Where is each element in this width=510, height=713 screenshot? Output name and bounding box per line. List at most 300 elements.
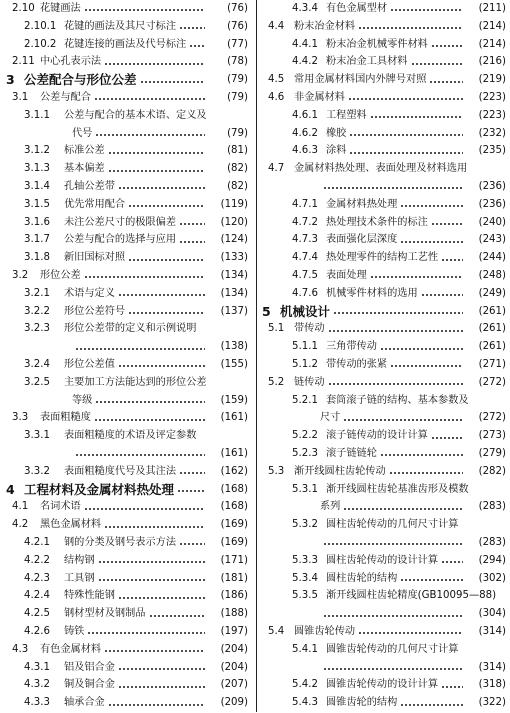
dot-leader <box>429 81 463 83</box>
toc-page-number: (161) <box>220 447 248 459</box>
toc-section-number: 5.3.4 <box>292 572 318 584</box>
toc-page-number: (223) <box>478 109 506 121</box>
toc-section-title: 热处理技术条件的标注 <box>326 216 428 228</box>
dot-leader <box>118 686 205 688</box>
toc-section-title: 圆锥齿轮传动 <box>294 625 356 637</box>
dot-leader <box>94 419 205 421</box>
toc-page-number: (188) <box>220 608 248 620</box>
toc-entry[interactable] <box>258 570 510 588</box>
column-divider <box>256 0 257 712</box>
toc-section-number: 4.2.6 <box>24 625 50 637</box>
toc-entry[interactable] <box>258 392 510 410</box>
toc-section-number: 4.2.5 <box>24 608 50 620</box>
toc-section-number: 5.4 <box>268 625 285 637</box>
toc-entry[interactable] <box>0 694 252 712</box>
toc-entry[interactable] <box>258 641 510 659</box>
toc-entry[interactable] <box>258 142 510 160</box>
dot-leader <box>358 27 463 29</box>
dot-leader <box>98 579 205 581</box>
toc-entry[interactable] <box>0 605 252 623</box>
toc-page-number: (209) <box>220 697 248 709</box>
dot-leader <box>108 704 205 706</box>
toc-section-number: 3.1.1 <box>24 109 50 121</box>
dot-leader <box>140 81 205 83</box>
dot-leader <box>118 294 205 296</box>
toc-section-title: 金属材料热处理、表面处理及材料选用 <box>294 163 468 175</box>
dot-leader <box>84 276 205 278</box>
toc-page-number: (79) <box>227 91 248 103</box>
toc-section-title: 轴承合金 <box>64 697 105 709</box>
toc-page-number: (134) <box>220 269 248 281</box>
toc-entry[interactable] <box>258 427 510 445</box>
toc-section-title: 机械零件材料的选用 <box>326 287 418 299</box>
toc-entry[interactable] <box>258 605 510 623</box>
toc-section-number: 5.4.1 <box>292 643 318 655</box>
toc-page-number: (302) <box>478 572 506 584</box>
toc-section-title: 带传动的张紧 <box>326 358 388 370</box>
toc-section-title: 系列 <box>320 501 341 513</box>
toc-section-title: 结构钢 <box>64 554 95 566</box>
dot-leader <box>94 98 205 100</box>
toc-section-title: 工具钢 <box>64 572 95 584</box>
toc-entry[interactable] <box>258 534 510 552</box>
toc-page-number: (283) <box>478 501 506 513</box>
toc-entry[interactable] <box>0 267 252 285</box>
toc-page-number: (314) <box>478 625 506 637</box>
dot-leader <box>179 241 205 243</box>
toc-page-number: (236) <box>478 198 506 210</box>
toc-section-title: 有色金属材料 <box>40 643 102 655</box>
toc-page-number: (81) <box>227 145 248 157</box>
toc-entry[interactable] <box>258 231 510 249</box>
toc-section-number: 4.7.4 <box>292 252 318 264</box>
toc-entry[interactable] <box>0 53 252 71</box>
toc-entry[interactable] <box>258 623 510 641</box>
toc-section-title: 花键画法 <box>40 2 81 14</box>
dot-leader <box>328 330 463 332</box>
toc-page-number: (138) <box>220 341 248 353</box>
toc-section-number: 4.7.3 <box>292 234 318 246</box>
dot-leader <box>118 597 205 599</box>
toc-page-number: (124) <box>220 234 248 246</box>
dot-leader <box>95 134 205 136</box>
toc-page-number: (214) <box>478 20 506 32</box>
toc-entry[interactable] <box>0 160 252 178</box>
toc-section-number: 5.2.2 <box>292 430 318 442</box>
toc-section-number: 3.1.8 <box>24 252 50 264</box>
toc-section-title: 未注公差尺寸的极限偏差 <box>64 216 177 228</box>
toc-entry[interactable] <box>258 694 510 712</box>
toc-section-title: 渐开线圆柱齿轮传动 <box>294 465 386 477</box>
dot-leader <box>179 223 205 225</box>
toc-entry[interactable] <box>258 89 510 107</box>
toc-section-title: 中心孔表示法 <box>40 56 102 68</box>
toc-section-title: 表面粗糙度的术语及评定参数 <box>64 430 197 442</box>
toc-section-number: 4.1 <box>12 501 29 513</box>
dot-leader <box>421 294 463 296</box>
dot-leader <box>323 187 463 189</box>
dot-leader <box>104 63 205 65</box>
toc-section-number: 5.3.1 <box>292 483 318 495</box>
toc-entry[interactable] <box>0 178 252 196</box>
dot-leader <box>179 27 205 29</box>
toc-entry[interactable] <box>0 534 252 552</box>
toc-section-number: 5.2 <box>268 376 285 388</box>
toc-section-title: 形位公差带的定义和示例说明 <box>64 323 197 335</box>
toc-page-number: (243) <box>478 234 506 246</box>
toc-section-number: 3.1 <box>12 91 29 103</box>
toc-entry[interactable] <box>0 214 252 232</box>
dot-leader <box>179 543 205 545</box>
dot-leader <box>343 419 463 421</box>
dot-leader <box>358 632 463 634</box>
toc-entry[interactable] <box>258 356 510 374</box>
dot-leader <box>441 561 463 563</box>
toc-section-title: 标准公差 <box>64 145 105 157</box>
toc-page-number: (304) <box>478 608 506 620</box>
toc-section-title: 圆柱齿轮传动的设计计算 <box>326 554 439 566</box>
toc-entry[interactable] <box>258 320 510 338</box>
toc-section-title: 圆锥齿轮的结构 <box>326 697 398 709</box>
toc-section-title: 圆柱齿轮的结构 <box>326 572 398 584</box>
toc-entry[interactable] <box>258 196 510 214</box>
dot-leader <box>400 241 463 243</box>
toc-entry[interactable] <box>0 570 252 588</box>
toc-section-number: 3.1.6 <box>24 216 50 228</box>
dot-leader <box>411 63 464 65</box>
toc-entry[interactable] <box>0 125 252 143</box>
toc-entry[interactable] <box>0 303 252 321</box>
toc-page-number: (216) <box>478 56 506 68</box>
toc-section-number: 2.10.1 <box>24 20 57 32</box>
dot-leader <box>75 454 205 456</box>
dot-leader <box>104 526 205 528</box>
toc-entry[interactable] <box>0 445 252 463</box>
toc-section-number: 3.2.3 <box>24 323 50 335</box>
toc-section-title: 圆锥齿轮传动的设计计算 <box>326 679 439 691</box>
toc-section-title: 主要加工方法能达到的形位公差 <box>64 376 207 388</box>
toc-page-number: (261) <box>478 305 506 317</box>
toc-section-number: 4.3.4 <box>292 2 318 14</box>
toc-section-title: 有色金属型材 <box>326 2 388 14</box>
toc-page-number: (219) <box>478 74 506 86</box>
dot-leader <box>87 632 205 634</box>
toc-entry[interactable] <box>0 107 252 125</box>
dot-leader <box>84 508 205 510</box>
toc-page-number: (78) <box>227 56 248 68</box>
toc-entry[interactable] <box>258 18 510 36</box>
toc-entry[interactable] <box>258 587 510 605</box>
toc-entry[interactable] <box>258 214 510 232</box>
dot-leader <box>431 437 463 439</box>
toc-page-number: (168) <box>220 501 248 513</box>
dot-leader <box>75 348 205 350</box>
toc-section-title: 金属材料热处理 <box>326 198 398 210</box>
toc-page-number: (283) <box>478 536 506 548</box>
toc-section-number: 5.4.3 <box>292 697 318 709</box>
dot-leader <box>108 152 205 154</box>
toc-section-number: 4 <box>6 481 15 497</box>
toc-section-number: 4.6.3 <box>292 145 318 157</box>
dot-leader <box>343 508 463 510</box>
toc-section-title: 铜及铜合金 <box>64 679 115 691</box>
toc-section-title: 滚子链链轮 <box>326 447 377 459</box>
toc-entry[interactable] <box>0 587 252 605</box>
dot-leader <box>370 116 463 118</box>
dot-leader <box>95 401 205 403</box>
toc-entry[interactable] <box>0 498 252 516</box>
toc-section-title: 常用金属材料国内外牌号对照 <box>294 74 427 86</box>
toc-section-title: 公差与配合的选择与应用 <box>64 234 177 246</box>
toc-section-number: 4.4.2 <box>292 56 318 68</box>
toc-entry[interactable] <box>0 249 252 267</box>
toc-page-number: (181) <box>220 572 248 584</box>
toc-entry[interactable] <box>0 623 252 641</box>
toc-page-number: (169) <box>220 519 248 531</box>
dot-leader <box>328 383 463 385</box>
dot-leader <box>349 152 463 154</box>
toc-left-column <box>0 0 252 712</box>
toc-entry[interactable] <box>0 427 252 445</box>
toc-section-title: 圆柱齿轮传动的几何尺寸计算 <box>326 519 459 531</box>
toc-page-number: (271) <box>478 358 506 370</box>
toc-section-number: 3.2.1 <box>24 287 50 299</box>
toc-entry[interactable] <box>0 463 252 481</box>
toc-entry[interactable] <box>258 338 510 356</box>
toc-section-title: 粉末冶金机械零件材料 <box>326 38 428 50</box>
toc-page-number: (76) <box>227 20 248 32</box>
toc-section-number: 3.3.1 <box>24 430 50 442</box>
toc-page-number: (318) <box>478 679 506 691</box>
toc-page-number: (204) <box>220 643 248 655</box>
toc-entry[interactable] <box>258 285 510 303</box>
toc-entry[interactable] <box>258 249 510 267</box>
toc-section-number: 5.2.3 <box>292 447 318 459</box>
toc-page-number: (261) <box>478 323 506 335</box>
toc-section-number: 3.1.5 <box>24 198 50 210</box>
toc-page-number: (236) <box>478 180 506 192</box>
toc-section-number: 5.1.2 <box>292 358 318 370</box>
dot-leader <box>323 615 463 617</box>
toc-section-number: 4.3.2 <box>24 679 50 691</box>
toc-entry[interactable] <box>0 231 252 249</box>
toc-section-title: 钢材型材及钢制品 <box>64 608 146 620</box>
toc-section-title: 黑色金属材料 <box>40 519 102 531</box>
toc-section-title: 基本偏差 <box>64 163 105 175</box>
toc-page-number: (211) <box>478 2 506 14</box>
toc-page-number: (77) <box>227 38 248 50</box>
toc-section-number: 4.2.2 <box>24 554 50 566</box>
toc-entry[interactable] <box>258 445 510 463</box>
toc-page-number: (155) <box>220 358 248 370</box>
dot-leader <box>441 686 463 688</box>
toc-section-title: 链传动 <box>294 376 325 388</box>
toc-section-number: 4.7.1 <box>292 198 318 210</box>
toc-entry[interactable] <box>0 285 252 303</box>
toc-entry[interactable] <box>258 53 510 71</box>
toc-section-number: 2.10.2 <box>24 38 57 50</box>
toc-page-number: (249) <box>478 287 506 299</box>
dot-leader <box>441 259 463 261</box>
toc-entry[interactable] <box>258 0 510 18</box>
toc-section-number: 4.2.4 <box>24 590 50 602</box>
dot-leader <box>333 312 463 314</box>
toc-entry[interactable] <box>258 125 510 143</box>
toc-entry[interactable] <box>258 374 510 392</box>
toc-section-number: 3.2.4 <box>24 358 50 370</box>
toc-section-number: 5.1.1 <box>292 341 318 353</box>
toc-section-number: 5.3 <box>268 465 285 477</box>
toc-section-number: 5.1 <box>268 323 285 335</box>
toc-entry[interactable] <box>0 659 252 677</box>
toc-section-number: 4.5 <box>268 74 285 86</box>
toc-entry[interactable] <box>258 303 510 321</box>
toc-page-number: (322) <box>478 697 506 709</box>
toc-section-number: 4.6.1 <box>292 109 318 121</box>
toc-page-number: (171) <box>220 554 248 566</box>
toc-page-number: (186) <box>220 590 248 602</box>
toc-entry[interactable] <box>0 36 252 54</box>
toc-section-title: 渐开线圆柱齿轮精度(GB10095—88) <box>326 590 497 602</box>
toc-entry[interactable] <box>258 481 510 499</box>
dot-leader <box>84 9 205 11</box>
toc-entry[interactable] <box>0 0 252 18</box>
toc-entry[interactable] <box>0 374 252 392</box>
toc-entry[interactable] <box>258 516 510 534</box>
toc-section-number: 2.10 <box>12 2 35 14</box>
toc-page-number: (161) <box>220 412 248 424</box>
toc-page-number: (272) <box>478 412 506 424</box>
toc-entry[interactable] <box>258 178 510 196</box>
toc-section-number: 3.3.2 <box>24 465 50 477</box>
toc-section-number: 4.2.3 <box>24 572 50 584</box>
toc-section-number: 5 <box>262 303 271 319</box>
toc-entry[interactable] <box>258 552 510 570</box>
toc-entry[interactable] <box>0 89 252 107</box>
toc-page-number: (76) <box>227 2 248 14</box>
toc-section-number: 4.2 <box>12 519 29 531</box>
dot-leader <box>380 348 463 350</box>
toc-section-number: 5.2.1 <box>292 394 318 406</box>
toc-page-number: (223) <box>478 91 506 103</box>
toc-entry[interactable] <box>258 659 510 677</box>
toc-right-column <box>258 0 510 712</box>
toc-entry[interactable] <box>258 36 510 54</box>
toc-entry[interactable] <box>0 392 252 410</box>
dot-leader <box>400 704 463 706</box>
toc-section-number: 5.3.2 <box>292 519 318 531</box>
toc-section-number: 3.1.2 <box>24 145 50 157</box>
dot-leader <box>389 472 463 474</box>
toc-section-title: 新旧国标对照 <box>64 252 126 264</box>
toc-entry[interactable] <box>258 107 510 125</box>
toc-page-number: (235) <box>478 145 506 157</box>
toc-section-title: 圆锥齿轮传动的几何尺寸计算 <box>326 643 459 655</box>
toc-section-number: 3.2 <box>12 269 29 281</box>
toc-entry[interactable] <box>258 463 510 481</box>
dot-leader <box>128 312 205 314</box>
dot-leader <box>98 561 205 563</box>
toc-entry[interactable] <box>258 676 510 694</box>
toc-section-number: 3.3 <box>12 412 29 424</box>
toc-section-title: 工程材料及金属材料热处理 <box>24 481 175 497</box>
toc-section-number: 4.4.1 <box>292 38 318 50</box>
dot-leader <box>400 579 463 581</box>
dot-leader <box>128 259 205 261</box>
dot-leader <box>370 276 463 278</box>
dot-leader <box>390 365 463 367</box>
toc-entry[interactable] <box>0 196 252 214</box>
dot-leader <box>400 205 463 207</box>
toc-section-title: 渐开线圆柱齿轮基准齿形及模数 <box>326 483 469 495</box>
dot-leader <box>323 543 463 545</box>
toc-entry[interactable] <box>258 267 510 285</box>
toc-section-title: 粉末冶金工具材料 <box>326 56 408 68</box>
toc-page-number: (207) <box>220 679 248 691</box>
toc-section-number: 3 <box>6 72 15 88</box>
toc-section-number: 5.3.3 <box>292 554 318 566</box>
toc-entry[interactable] <box>0 142 252 160</box>
toc-page-number: (272) <box>478 376 506 388</box>
toc-page-number: (282) <box>478 465 506 477</box>
toc-section-number: 3.1.4 <box>24 180 50 192</box>
toc-section-number: 4.7 <box>268 163 285 175</box>
dot-leader <box>104 650 205 652</box>
toc-entry[interactable] <box>0 409 252 427</box>
toc-section-title: 钢的分类及钢号表示方法 <box>64 536 177 548</box>
toc-entry[interactable] <box>0 552 252 570</box>
toc-section-title: 公差配合与形位公差 <box>24 72 137 88</box>
toc-section-title: 工程塑料 <box>326 109 367 121</box>
toc-entry[interactable] <box>0 18 252 36</box>
dot-leader <box>431 45 463 47</box>
toc-entry[interactable] <box>0 516 252 534</box>
toc-section-title: 形位公差值 <box>64 358 115 370</box>
dot-leader <box>380 454 463 456</box>
toc-entry[interactable] <box>0 356 252 374</box>
toc-entry[interactable] <box>258 409 510 427</box>
dot-leader <box>179 472 205 474</box>
dot-leader <box>118 668 205 670</box>
toc-section-title: 名词术语 <box>40 501 81 513</box>
toc-entry[interactable] <box>258 71 510 89</box>
toc-section-title: 花键的画法及其尺寸标注 <box>64 20 177 32</box>
toc-page-number: (314) <box>478 661 506 673</box>
toc-section-number: 2.11 <box>12 56 35 68</box>
toc-entry[interactable] <box>258 498 510 516</box>
toc-section-title: 特殊性能钢 <box>64 590 115 602</box>
toc-section-title: 表面处理 <box>326 269 367 281</box>
toc-page-number: (273) <box>478 430 506 442</box>
toc-page-number: (159) <box>220 394 248 406</box>
toc-section-title: 铝及铝合金 <box>64 661 115 673</box>
toc-page-number: (79) <box>227 74 248 86</box>
toc-entry[interactable] <box>0 676 252 694</box>
toc-entry[interactable] <box>0 71 252 89</box>
dot-leader <box>118 365 205 367</box>
dot-leader <box>118 187 205 189</box>
toc-page-number: (204) <box>220 661 248 673</box>
toc-entry[interactable] <box>0 481 252 499</box>
toc-section-title: 尺寸 <box>320 412 341 424</box>
toc-entry[interactable] <box>0 338 252 356</box>
toc-entry[interactable] <box>0 320 252 338</box>
toc-page-number: (120) <box>220 216 248 228</box>
toc-section-number: 4.6.2 <box>292 127 318 139</box>
toc-section-title: 粉末冶金材料 <box>294 20 356 32</box>
toc-entry[interactable] <box>258 160 510 178</box>
toc-entry[interactable] <box>0 641 252 659</box>
